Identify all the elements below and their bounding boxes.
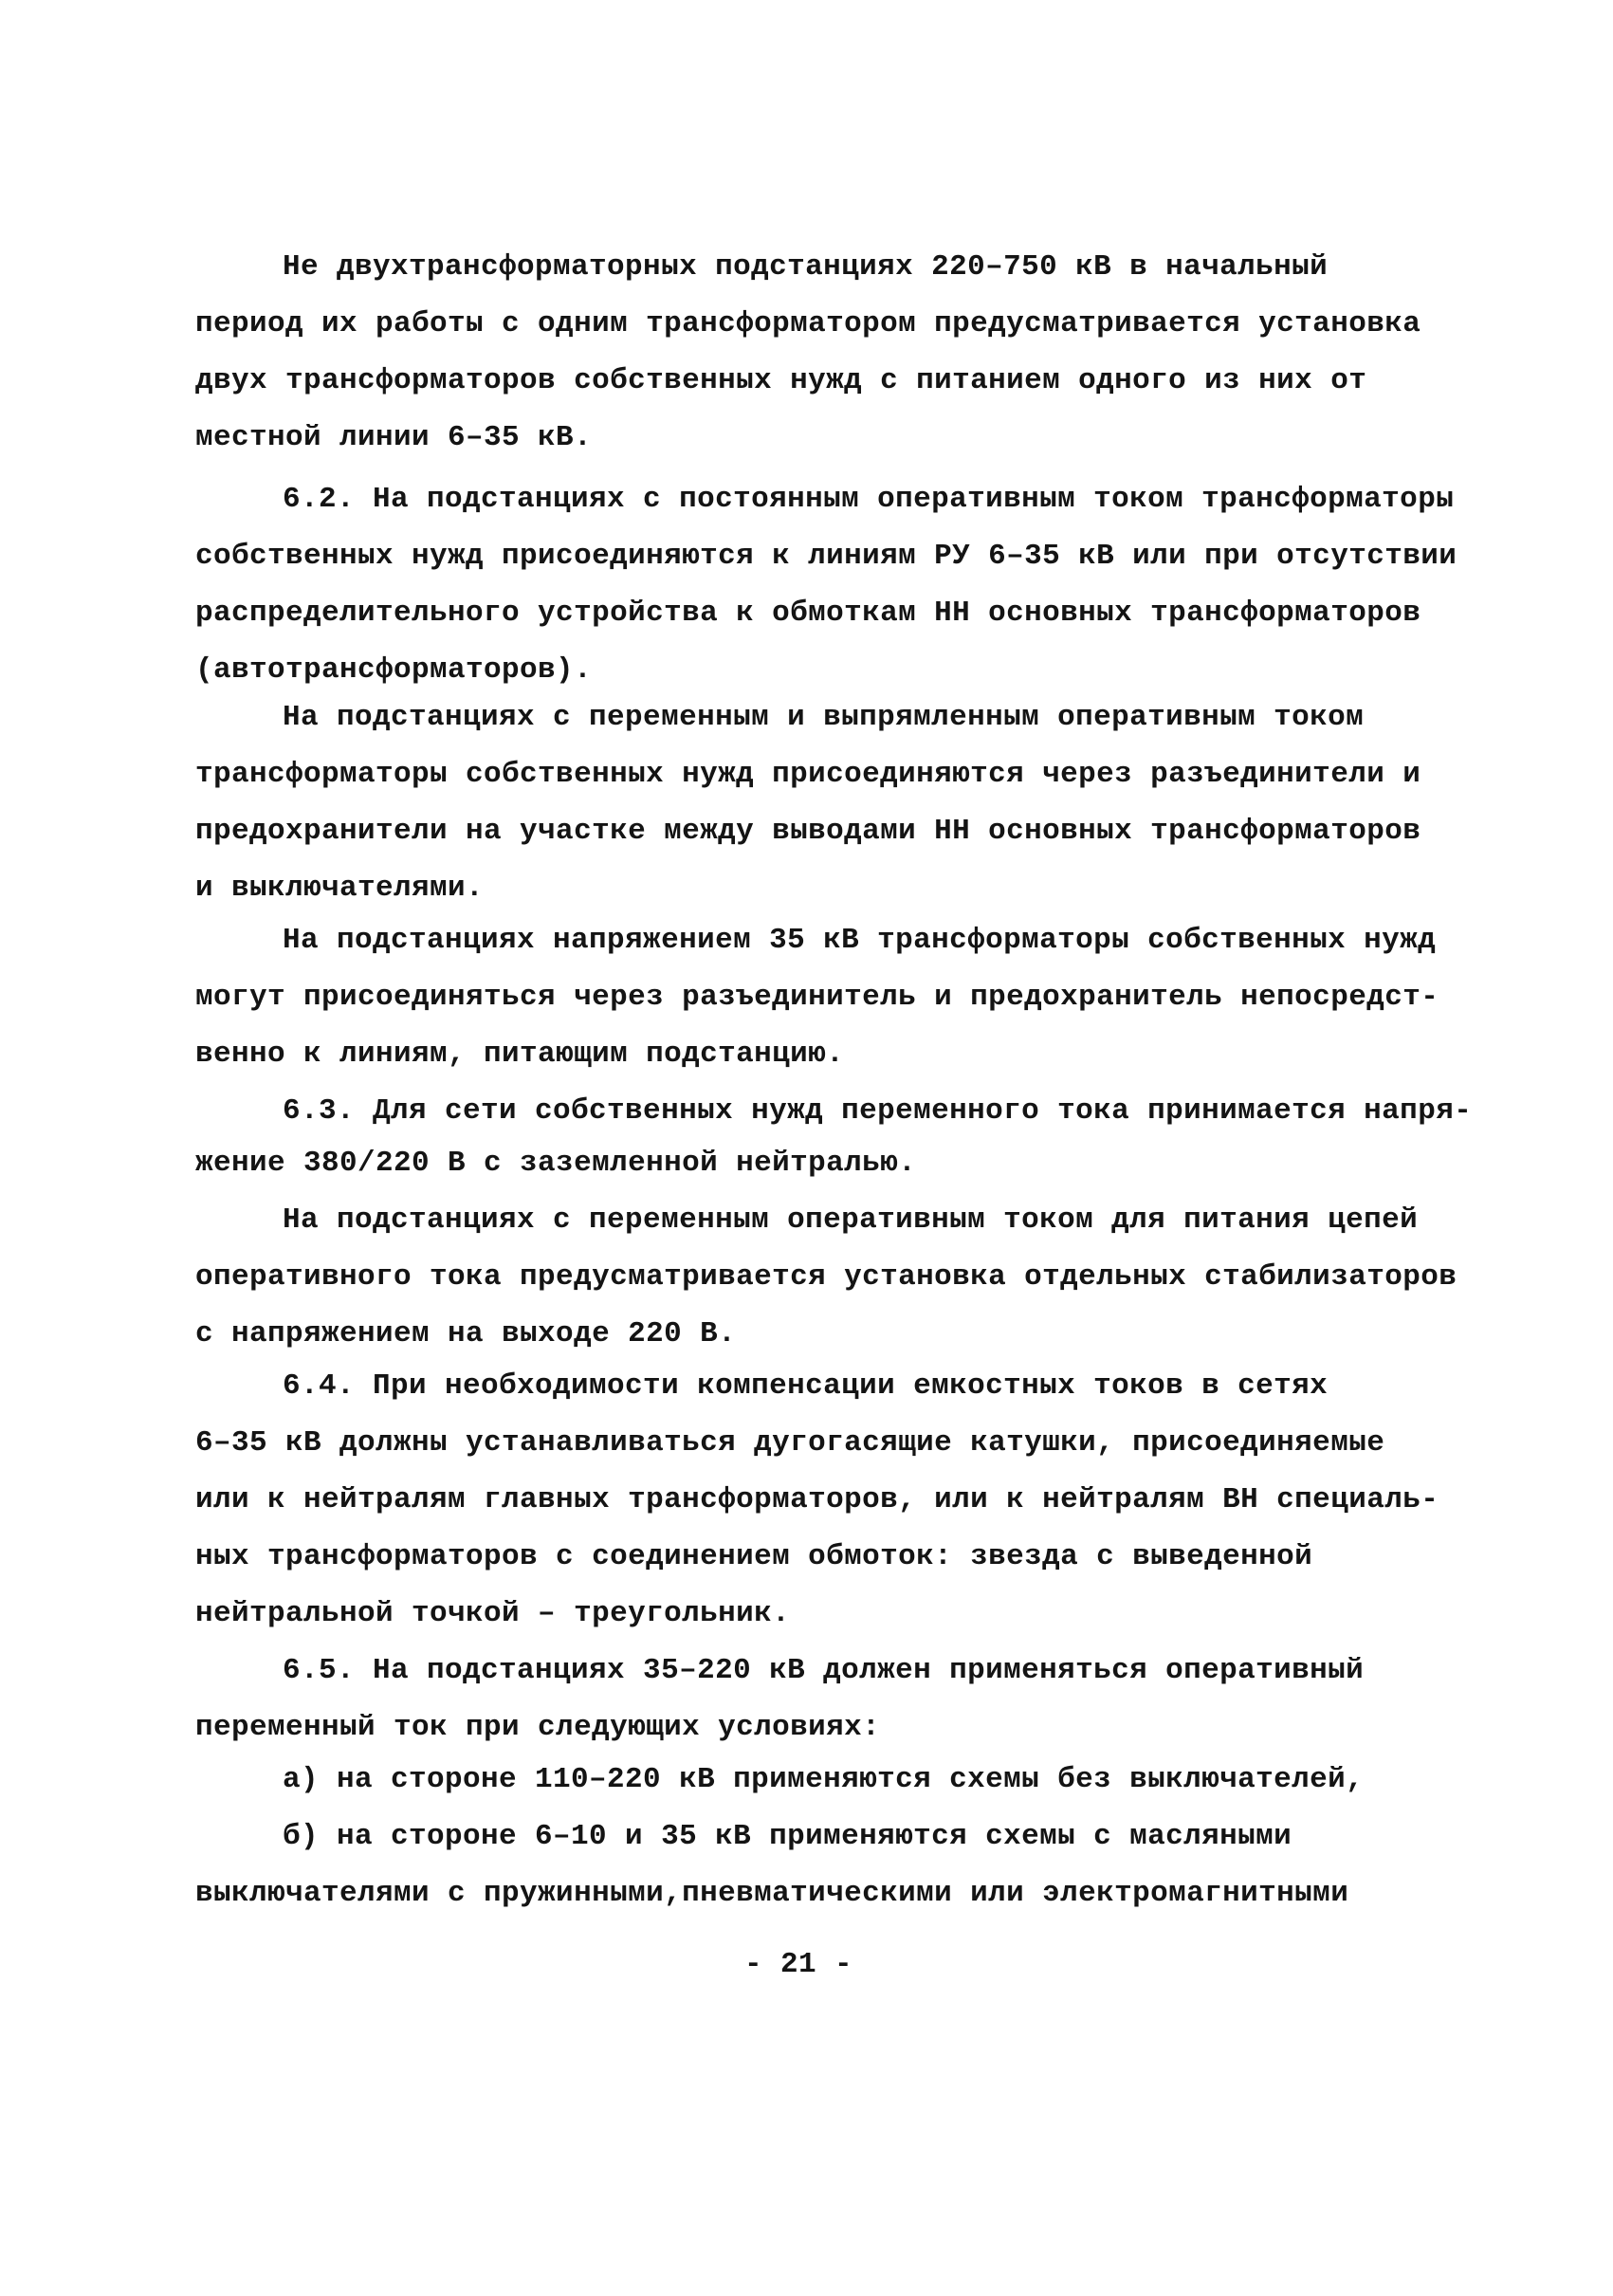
text-line: б) на стороне 6–10 и 35 кВ применяются схемы с масляными [283,1820,1292,1853]
text-line: переменный ток при следующих условиях: [195,1711,881,1744]
text-line: нейтральной точкой – треугольник. [195,1597,791,1630]
text-line: ных трансформаторов с соединением обмоток: звезда с выведенной [195,1540,1313,1573]
text-line: На подстанциях напряжением 35 кВ трансформаторы собственных нужд [283,924,1437,957]
text-line: с напряжением на выходе 220 В. [195,1317,737,1350]
page-number: - 21 - [744,1948,853,1981]
text-line: местной линии 6–35 кВ. [195,421,593,454]
text-line: На подстанциях с переменным и выпрямленным оперативным током [283,701,1365,734]
text-line: венно к линиям, питающим подстанцию. [195,1038,845,1071]
text-line: выключателями с пружинными,пневматическими или электромагнитными [195,1877,1349,1910]
text-line: 6.5. На подстанциях 35–220 кВ должен применяться оперативный [283,1654,1365,1687]
text-line: двух трансформаторов собственных нужд с питанием одного из них от [195,364,1367,397]
text-line: и выключателями. [195,872,485,905]
text-line: а) на стороне 110–220 кВ применяются схемы без выключателей, [283,1763,1365,1796]
text-line: оперативного тока предусматривается установка отдельных стабилизаторов [195,1260,1457,1294]
text-line: Не двухтрансформаторных подстанциях 220–750 кВ в начальный [283,250,1329,284]
text-line: На подстанциях с переменным оперативным током для питания цепей [283,1203,1419,1237]
text-line: 6.3. Для сети собственных нужд переменного тока принимается напря- [283,1094,1473,1128]
text-line: 6.2. На подстанциях с постоянным оперативным током трансформаторы [283,483,1455,516]
text-line: 6–35 кВ должны устанавливаться дугогасящие катушки, присоединяемые [195,1426,1385,1460]
text-line: или к нейтралям главных трансформаторов, или к нейтралям ВН специаль- [195,1483,1439,1516]
text-line: жение 380/220 В с заземленной нейтралью. [195,1147,917,1180]
text-line: 6.4. При необходимости компенсации емкостных токов в сетях [283,1369,1329,1403]
text-line: могут присоединяться через разъединитель и предохранитель непосредст- [195,981,1439,1014]
text-line: предохранители на участке между выводами НН основных трансформаторов [195,815,1421,848]
text-line: трансформаторы собственных нужд присоединяются через разъединители и [195,758,1421,791]
text-line: собственных нужд присоединяются к линиям РУ 6–35 кВ или при отсутствии [195,540,1457,573]
text-line: распределительного устройства к обмоткам НН основных трансформаторов [195,597,1421,630]
text-line: период их работы с одним трансформатором предусматривается установка [195,307,1421,340]
text-line: (автотрансформаторов). [195,653,593,687]
